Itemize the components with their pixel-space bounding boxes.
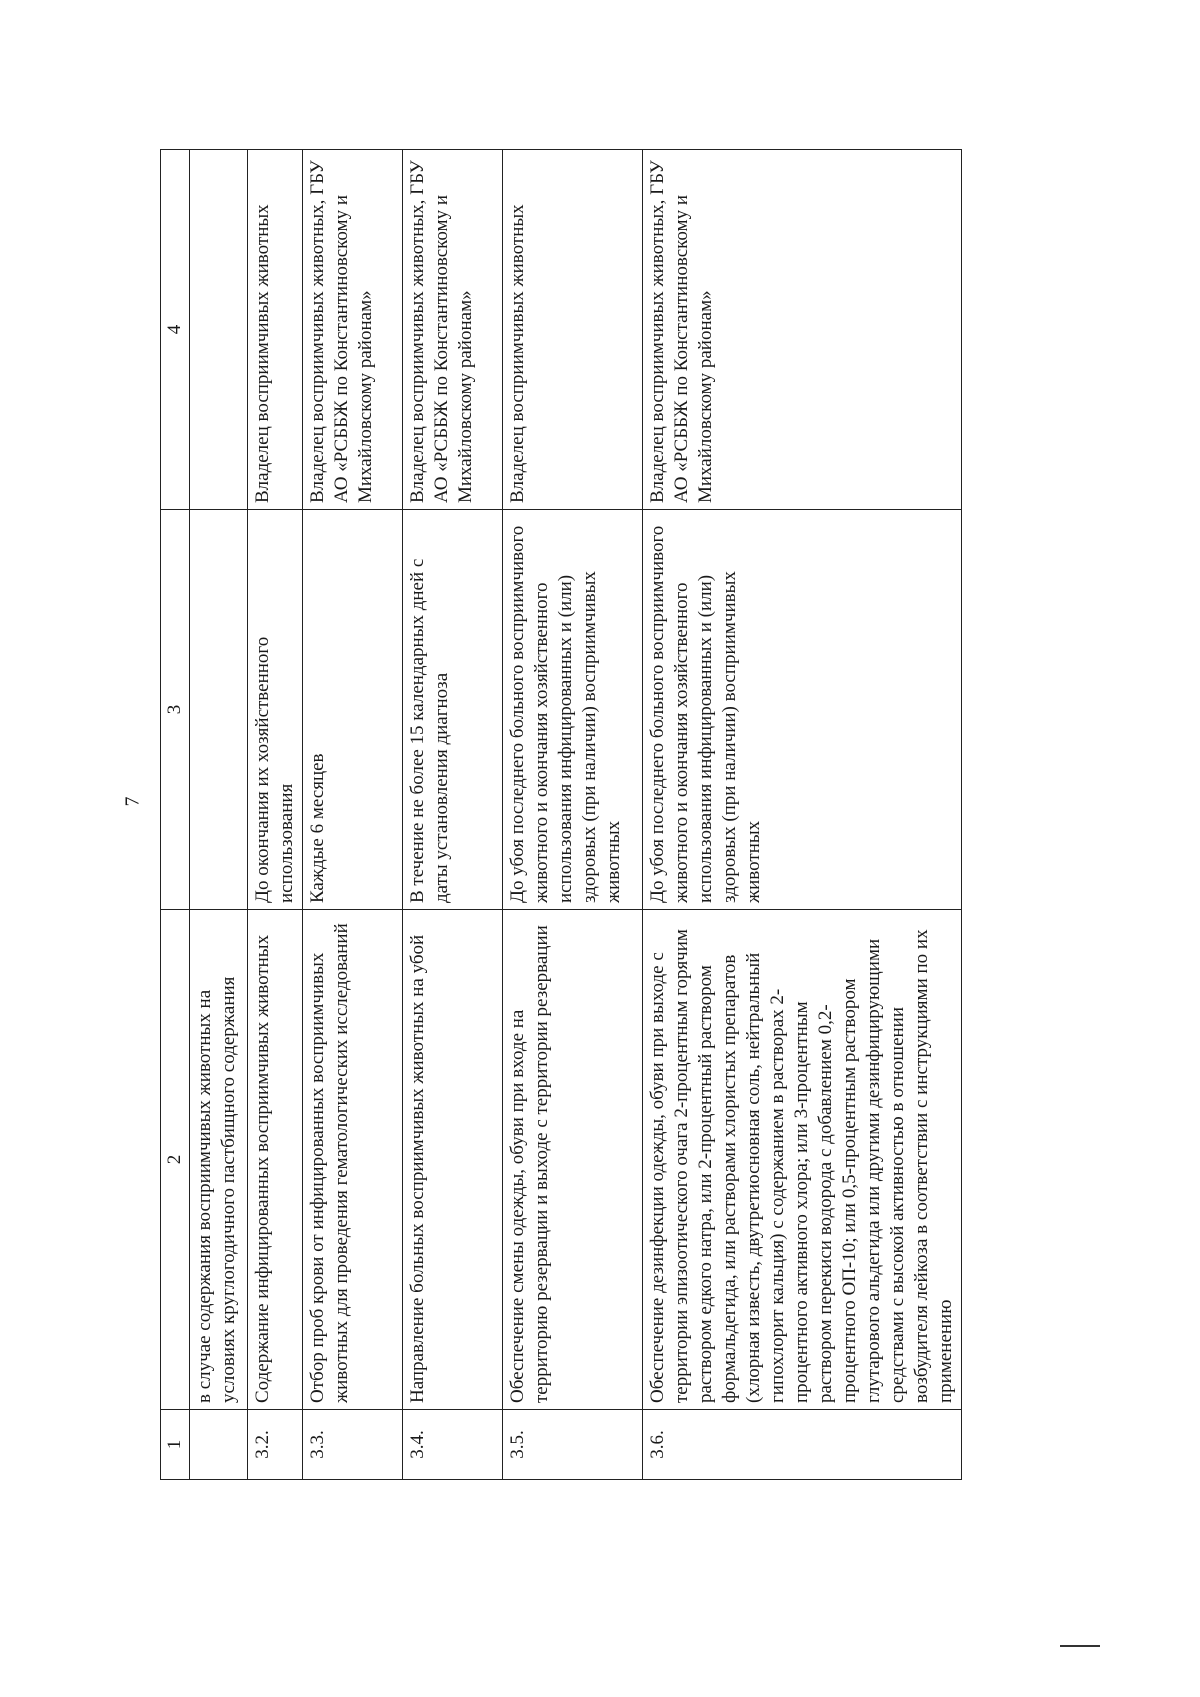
row-term: Каждые 6 месяцев (303, 510, 403, 910)
row-term (190, 510, 248, 910)
row-number (190, 1410, 248, 1480)
table-row (403, 150, 503, 1480)
row-responsible: Владелец восприимчивых животных, ГБУ АО «РСББЖ по Константиновскому и Михайловскому районам» (403, 150, 503, 510)
rotated-table-container (160, 150, 980, 1480)
row-responsible: Владелец восприимчивых животных, ГБУ АО «РСББЖ по Константиновскому и Михайловскому районам» (643, 150, 962, 510)
header-col-3: 3 (161, 510, 190, 910)
table-row (503, 150, 643, 1480)
row-term: В течение не более 15 календарных дней с даты установления диагноза (403, 510, 503, 910)
row-number: 3.2. (248, 1410, 303, 1480)
row-responsible: Владелец восприимчивых животных (503, 150, 643, 510)
row-number: 3.4. (403, 1410, 503, 1480)
row-responsible (190, 150, 248, 510)
row-number: 3.3. (303, 1410, 403, 1480)
row-number: 3.5. (503, 1410, 643, 1480)
row-number: 3.6. (643, 1410, 962, 1480)
table-row (190, 150, 248, 1480)
table-row (248, 150, 303, 1480)
row-term: До окончания их хозяйственного использования (248, 510, 303, 910)
header-col-2: 2 (161, 910, 190, 1410)
row-term: До убоя последнего больного восприимчивого животного и окончания хозяйственного использования инфицированных и (или) здоровых (при наличии) восприимчивых животных (503, 510, 643, 910)
table-header-row (161, 150, 190, 1480)
page-mark (1060, 1645, 1100, 1647)
header-col-4: 4 (161, 150, 190, 510)
row-measure: Отбор проб крови от инфицированных восприимчивых животных для проведения гематологических исследований (303, 910, 403, 1410)
row-responsible: Владелец восприимчивых животных (248, 150, 303, 510)
measures-table (160, 149, 962, 1480)
row-measure: Содержание инфицированных восприимчивых животных (248, 910, 303, 1410)
row-measure: в случае содержания восприимчивых животных на условиях круглогодичного пастбищного содержания (190, 910, 248, 1410)
row-term: До убоя последнего больного восприимчивого животного и окончания хозяйственного использования инфицированных и (или) здоровых (при наличии) восприимчивых животных (643, 510, 962, 910)
row-measure: Направление больных восприимчивых животных на убой (403, 910, 503, 1410)
page-number: 7 (121, 796, 144, 807)
row-measure: Обеспечение дезинфекции одежды, обуви при выходе с территории эпизоотического очага 2-процентным горячим раствором едкого натра, или 2-процентный раствором формальдегида, или растворами хлористых препаратов (хлорная известь, двутретиосновная соль, нейтральный гипохлорит кальция) с содержанием в растворах 2-процентного активного хлора; или 3-процентным раствором перекиси водорода с добавлением 0,2-процентного ОП-10; или 0,5-процентным раствором глутарового альдегида или другими дезинфицирующими средствами с высокой активностью в отношении возбудителя лейкоза в соответствии с инструкциями по их применению (643, 910, 962, 1410)
table-row (643, 150, 962, 1480)
row-measure: Обеспечение смены одежды, обуви при входе на территорию резервации и выходе с территории резервации (503, 910, 643, 1410)
row-responsible: Владелец восприимчивых животных, ГБУ АО «РСББЖ по Константиновскому и Михайловскому районам» (303, 150, 403, 510)
header-col-1: 1 (161, 1410, 190, 1480)
table-row (303, 150, 403, 1480)
